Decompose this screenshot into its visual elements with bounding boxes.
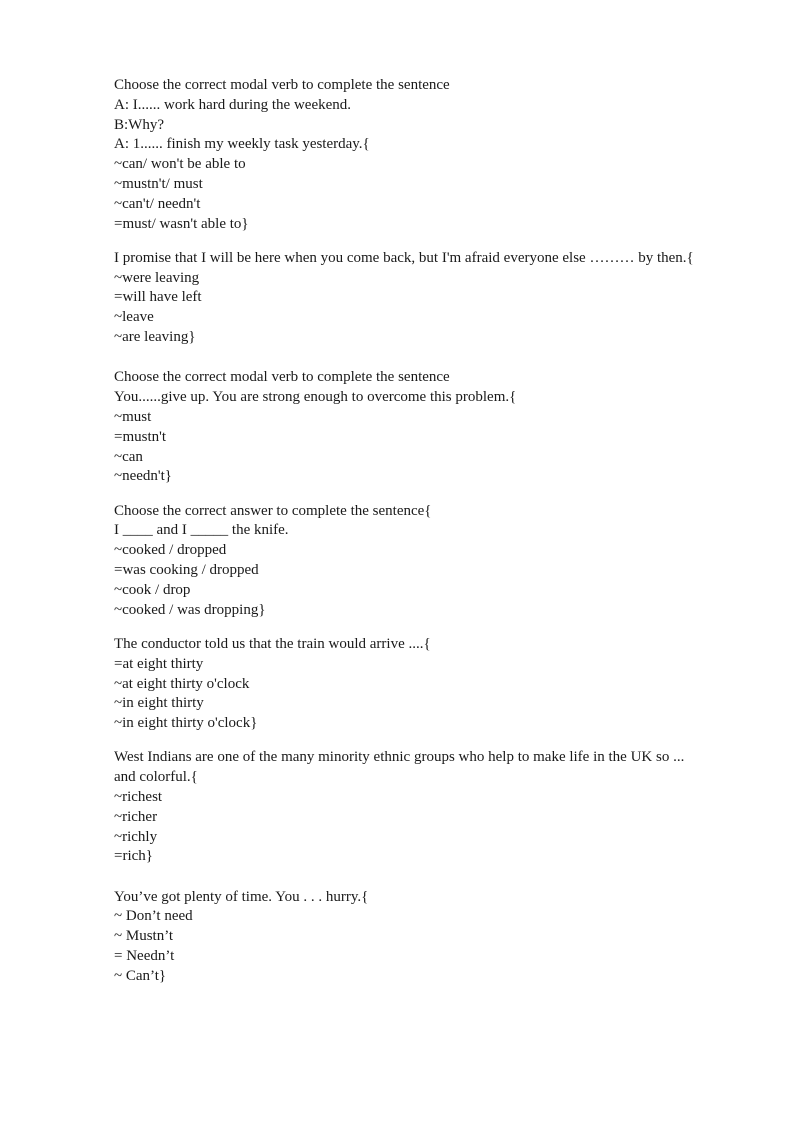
question-5-option: ~in eight thirty [114,695,204,712]
question-block-5 [114,635,754,734]
question-3-option: ~can [114,448,143,465]
question-block-3 [114,368,754,487]
question-5-option: ~in eight thirty o'clock} [114,715,258,732]
question-7-option: ~ Can’t} [114,967,167,984]
question-1-option: ~can't/ needn't [114,195,201,212]
question-4-option: ~cook / drop [114,581,191,598]
question-4-option: =was cooking / dropped [114,562,259,579]
spacer [114,348,754,369]
question-5-stem: The conductor told us that the train would arrive ....{ [114,635,431,652]
question-5-option: =at eight thirty [114,655,204,672]
question-6-option: =rich} [114,848,153,865]
question-1-option: ~mustn't/ must [114,175,203,192]
question-2-option: ~are leaving} [114,329,196,346]
question-3-option: ~needn't} [114,468,173,485]
question-6-stem: and colorful.{ [114,769,198,786]
question-2-option: ~leave [114,309,154,326]
question-5-option: ~at eight thirty o'clock [114,675,250,692]
question-1-option: ~can/ won't be able to [114,156,246,173]
question-1-dialogue-line: A: I...... work hard during the weekend. [114,96,352,113]
question-4-option: ~cooked / was dropping} [114,601,266,618]
question-2-stem: I promise that I will be here when you come back, but I'm afraid everyone else ……… by then.{ [114,249,694,266]
spacer [114,234,754,249]
spacer [114,620,754,635]
question-block-1 [114,76,754,234]
question-2-option: ~were leaving [114,269,200,286]
spacer [114,734,754,749]
question-7-option: ~ Don’t need [114,908,193,925]
question-6-stem: West Indians are one of the many minority ethnic groups who help to make life in the UK so ... [114,749,685,766]
question-3-stem: You......give up. You are strong enough to overcome this problem.{ [114,389,517,406]
question-6-option: ~richest [114,789,163,805]
question-1-instruction: Choose the correct modal verb to complete the sentence [114,77,450,93]
question-7-option: ~ Mustn’t [114,928,174,945]
document-page [114,76,754,987]
question-7-option: = Needn’t [114,948,175,965]
question-block-7 [114,888,754,987]
question-7-stem: You’ve got plenty of time. You . . . hurry.{ [114,888,369,905]
question-6-option: ~richly [114,828,158,845]
question-2-option: =will have left [114,289,202,306]
question-3-option: ~must [114,408,152,425]
question-6-option: ~richer [114,808,158,825]
spacer [114,487,754,502]
question-block-4 [114,502,754,621]
question-4-stem: I ____ and I _____ the knife. [114,522,289,539]
question-4-instruction: Choose the correct answer to complete the sentence{ [114,502,432,519]
spacer [114,867,754,888]
question-3-option: =mustn't [114,428,167,445]
question-4-option: ~cooked / dropped [114,542,227,559]
question-1-dialogue-line: A: 1...... finish my weekly task yesterday.{ [114,136,370,153]
question-3-instruction: Choose the correct modal verb to complete the sentence [114,369,450,386]
question-block-6 [114,748,754,867]
question-1-option: =must/ wasn't able to} [114,215,249,232]
question-block-2 [114,249,754,348]
question-1-dialogue-line: B:Why? [114,116,164,133]
